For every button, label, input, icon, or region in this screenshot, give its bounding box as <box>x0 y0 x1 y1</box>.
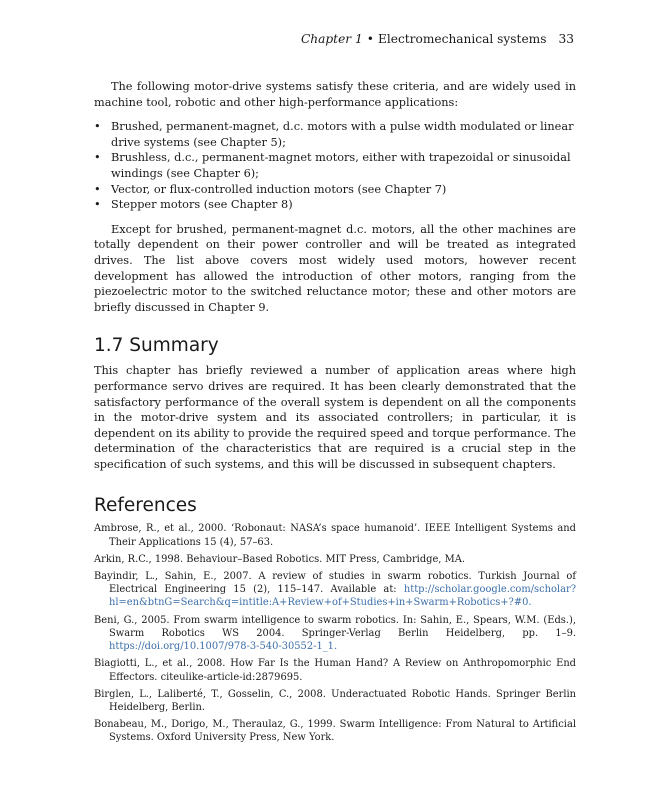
list-item-text: Vector, or flux-controlled induction motors (see Chapter 7) <box>111 182 447 196</box>
list-item <box>94 119 576 150</box>
bullet-icon: • <box>94 120 101 134</box>
reference-item <box>94 570 576 610</box>
reference-item <box>94 522 576 548</box>
list-item-text: Stepper motors (see Chapter 8) <box>111 198 293 212</box>
reference-item <box>94 553 576 566</box>
list-item <box>94 197 576 213</box>
reference-item <box>94 614 576 654</box>
reference-text: Birglen, L., Laliberté, T., Gosselin, C., 2008. Underactuated Robotic Hands. Springer Berlin Heidelberg, Berlin. <box>94 688 576 713</box>
bullet-icon: • <box>94 182 101 196</box>
header-bullet: • <box>366 32 374 46</box>
reference-link[interactable]: http://scholar.google.com/scholar?hl=en&btnG=Search&q=intitle:A+Review+of+Studies+in+Swarm+Robotics+?#0. <box>109 584 576 609</box>
reference-text: Arkin, R.C., 1998. Behaviour–Based Robotics. MIT Press, Cambridge, MA. <box>94 553 465 565</box>
reference-link[interactable]: https://doi.org/10.1007/978-3-540-30552-1_1. <box>109 641 338 653</box>
references-heading: References <box>94 495 197 517</box>
reference-item <box>94 657 576 683</box>
reference-text: Biagiotti, L., et al., 2008. How Far Is the Human Hand? A Review on Anthropomorphic End Effectors. citeulike-article-id:2879695. <box>94 658 576 683</box>
reference-text: Bonabeau, M., Dorigo, M., Theraulaz, G., 1999. Swarm Intelligence: From Natural to Artificial Systems. Oxford University Press, New York. <box>94 719 576 744</box>
reference-list <box>94 522 576 744</box>
page-body <box>94 79 576 749</box>
list-item-text: Brushless, d.c., permanent-magnet motors, either with trapezoidal or sinusoidal windings (see Chapter 6); <box>111 151 571 180</box>
running-header <box>301 31 574 47</box>
motor-drive-list <box>94 119 576 213</box>
list-item <box>94 150 576 181</box>
summary-heading: 1.7 Summary <box>94 335 219 357</box>
bullet-icon: • <box>94 198 101 212</box>
summary-paragraph: This chapter has briefly reviewed a number of application areas where high performance servo drives are required. It has been clearly demonstrated that the satisfactory performance of the overall system is dependent on all the components in the motor-drive system and its associated controllers; in particular, it is dependent on its ability to provide the required speed and torque performance. The determination of the characteristics that are required is a crucial step in the specification of such systems, and this will be discussed in subsequent chapters. <box>94 364 576 471</box>
reference-text: Beni, G., 2005. From swarm intelligence to swarm robotics. In: Sahin, E., Spears, W.M. (Eds.), Swarm Robotics WS 2004. Springer-Verlag Berlin Heidelberg, pp. 1–9. <box>94 614 576 639</box>
reference-text: Bayindir, L., Sahin, E., 2007. A review of studies in swarm robotics. Turkish Journal of Electrical Engineering 15 (2), 115–147. Available at: <box>94 571 576 596</box>
reference-text: Ambrose, R., et al., 2000. ‘Robonaut: NASA’s space humanoid’. IEEE Intelligent Systems and Their Applications 15 (4), 57–63. <box>94 523 576 548</box>
reference-item <box>94 688 576 714</box>
header-chapter: Chapter 1 <box>300 32 363 46</box>
reference-item <box>94 718 576 744</box>
bullet-icon: • <box>94 151 101 165</box>
drives-paragraph: Except for brushed, permanent-magnet d.c. motors, all the other machines are totally dependent on their power controller and will be treated as integrated drives. The list above covers most widely used motors, however recent development has allowed the introduction of other motors, ranging from the piezoelectric motor to the switched reluctance motor; these and other motors are briefly discussed in Chapter 9. <box>94 222 576 314</box>
list-item-text: Brushed, permanent-magnet, d.c. motors with a pulse width modulated or linear drive systems (see Chapter 5); <box>111 120 574 149</box>
intro-paragraph: The following motor-drive systems satisfy these criteria, and are widely used in machine tool, robotic and other high-performance applications: <box>94 80 576 109</box>
header-title: Electromechanical systems <box>377 32 547 46</box>
page-number: 33 <box>558 32 574 46</box>
list-item <box>94 182 576 198</box>
